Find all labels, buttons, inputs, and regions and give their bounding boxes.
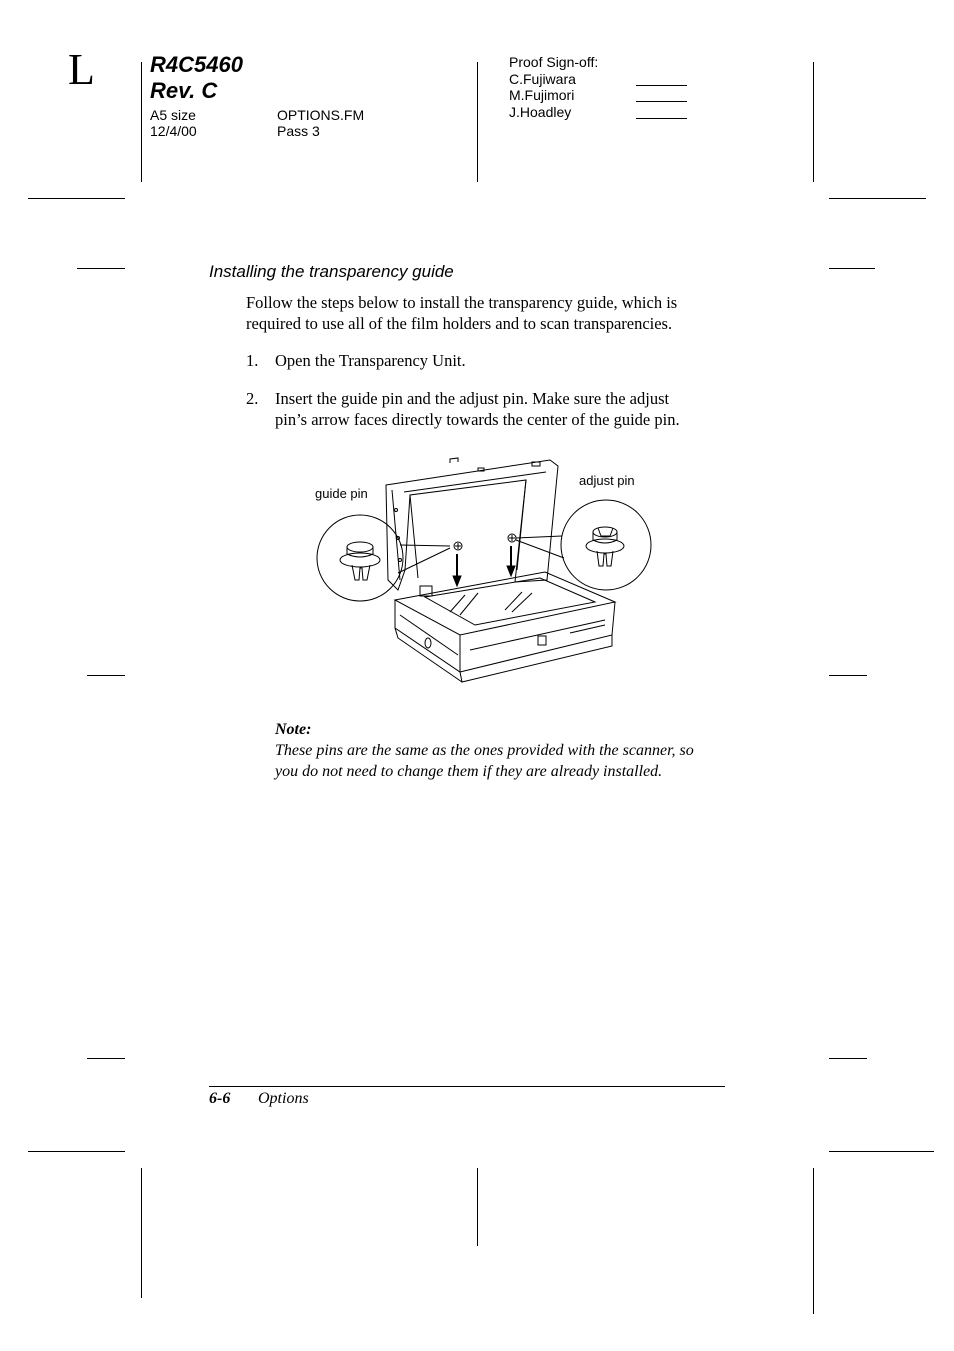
trim-mark-left-3 — [87, 1058, 125, 1059]
adjust-pin-label: adjust pin — [579, 473, 635, 488]
signature-line — [636, 118, 687, 119]
paper-size: A5 size — [150, 107, 196, 123]
note-line: These pins are the same as the ones provided with the scanner, so — [275, 742, 694, 759]
transparency-unit-lid — [386, 458, 558, 590]
pass-number: Pass 3 — [277, 123, 320, 139]
scanner-base — [395, 572, 615, 682]
guide-pin-callout — [317, 515, 450, 601]
trim-mark-left-1 — [77, 268, 125, 269]
step-number: 2. — [246, 389, 259, 408]
insert-arrow-guide — [453, 554, 461, 586]
section-heading: Installing the transparency guide — [209, 262, 454, 281]
note-title: Note: — [275, 721, 312, 738]
crop-mark-top-center-v — [477, 62, 478, 182]
signature-line — [636, 101, 687, 102]
crop-mark-bottom-right-v — [813, 1168, 814, 1314]
signoff-name: C.Fujiwara — [509, 71, 576, 87]
signoff-name: J.Hoadley — [509, 104, 572, 120]
note-line: you do not need to change them if they are already installed. — [275, 763, 663, 780]
file-name: OPTIONS.FM — [277, 107, 365, 123]
footer-rule — [209, 1086, 725, 1087]
note-text — [275, 740, 745, 782]
crop-letter: L — [68, 45, 95, 94]
model-title — [150, 52, 243, 104]
trim-mark-right-3 — [829, 1058, 867, 1059]
step-text — [275, 388, 735, 430]
crop-mark-bottom-center-v — [477, 1168, 478, 1246]
insert-arrow-adjust — [507, 546, 515, 576]
crop-mark-top-left-v — [141, 62, 142, 182]
guide-pin-icon — [454, 542, 462, 550]
intro-line: required to use all of the film holders and to scan transparencies. — [246, 314, 673, 333]
step-line: pin’s arrow faces directly towards the center of the guide pin. — [275, 410, 680, 429]
trim-mark-right-1 — [829, 268, 875, 269]
adjust-pin-icon — [508, 534, 516, 542]
step-text: Open the Transparency Unit. — [275, 351, 466, 370]
chapter-name: Options — [258, 1090, 309, 1107]
signature-line — [636, 85, 687, 86]
crop-mark-bottom-right-h — [829, 1151, 934, 1152]
crop-mark-bottom-left-v — [141, 1168, 142, 1298]
model-revision: Rev. C — [150, 78, 218, 103]
adjust-pin-callout — [516, 500, 651, 590]
signoff-name: M.Fujimori — [509, 87, 575, 103]
intro-paragraph — [246, 292, 736, 334]
crop-mark-top-left-h — [28, 198, 125, 199]
crop-mark-top-right-v — [813, 62, 814, 182]
step-number: 1. — [246, 351, 259, 370]
page-number: 6-6 — [209, 1090, 231, 1107]
crop-mark-top-right-h — [829, 198, 926, 199]
model-number: R4C5460 — [150, 52, 243, 77]
signoff-title: Proof Sign-off: — [509, 54, 599, 70]
trim-mark-left-2 — [87, 675, 125, 676]
print-date: 12/4/00 — [150, 123, 197, 139]
intro-line: Follow the steps below to install the transparency guide, which is — [246, 293, 678, 312]
crop-mark-bottom-left-h — [28, 1151, 125, 1152]
guide-pin-label: guide pin — [315, 486, 368, 501]
scanner-illustration — [300, 450, 670, 700]
step-line: Insert the guide pin and the adjust pin. Make sure the adjust — [275, 389, 670, 408]
trim-mark-right-2 — [829, 675, 867, 676]
